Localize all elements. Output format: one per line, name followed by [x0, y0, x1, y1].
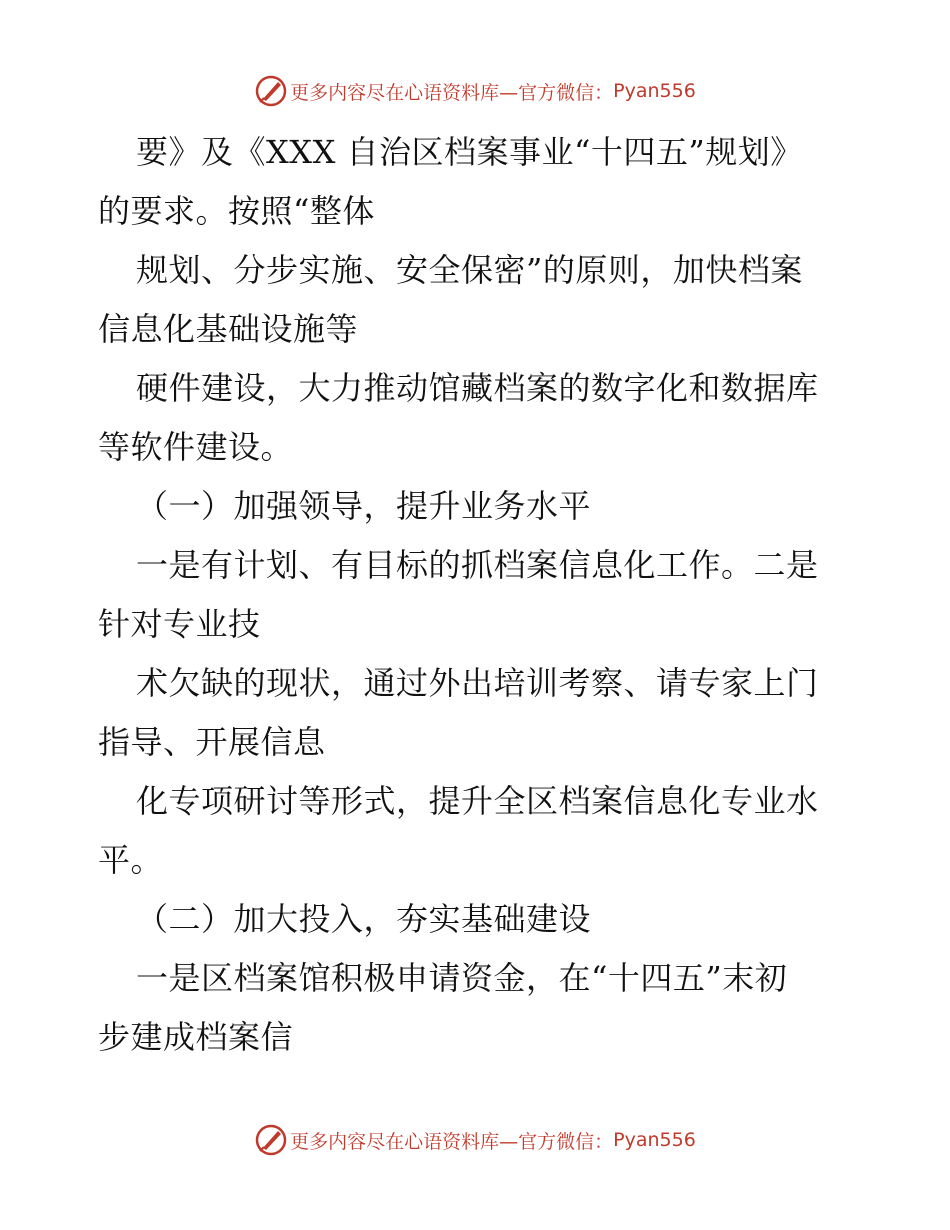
- quill-pen-seal-icon: [254, 74, 288, 108]
- paragraph-line: 的要求。按照“整体: [98, 192, 375, 230]
- paragraph-3: [98, 359, 858, 477]
- paragraph-line: 等软件建设。: [98, 428, 294, 466]
- paragraph-line: 一是有计划、有目标的抓档案信息化工作。二是: [136, 546, 819, 584]
- paragraph-line: 平。: [98, 841, 164, 879]
- paragraph-line: 步建成档案信: [98, 1018, 294, 1056]
- paragraph-1: [98, 123, 858, 241]
- watermark-text: 更多内容尽在心语资料库—官方微信：: [290, 1130, 614, 1153]
- section-heading-2: [98, 890, 858, 949]
- paragraph-line: 术欠缺的现状，通过外出培训考察、请专家上门: [136, 664, 819, 702]
- paragraph-line: 一是区档案馆积极申请资金，在“十四五”末初: [136, 959, 788, 997]
- header-watermark: [0, 74, 950, 108]
- paragraph-7: [98, 949, 858, 1067]
- paragraph-4: [98, 536, 858, 654]
- paragraph-line: 硬件建设，大力推动馆藏档案的数字化和数据库: [136, 369, 819, 407]
- section-heading-1: [98, 477, 858, 536]
- paragraph-line: 规划、分步实施、安全保密”的原则，加快档案: [136, 251, 803, 289]
- section-heading-text: （一）加强领导，提升业务水平: [136, 487, 592, 525]
- paragraph-5: [98, 654, 858, 772]
- paragraph-line: 化专项研讨等形式，提升全区档案信息化专业水: [136, 782, 819, 820]
- paragraph-line: 要》及《XXX 自治区档案事业“十四五”规划》: [136, 133, 803, 171]
- watermark-text: 更多内容尽在心语资料库—官方微信：: [290, 81, 614, 104]
- watermark-contact: Pyan556: [613, 80, 696, 102]
- watermark-contact: Pyan556: [613, 1129, 696, 1151]
- quill-pen-seal-icon: [254, 1123, 288, 1157]
- section-heading-text: （二）加大投入，夯实基础建设: [136, 900, 592, 938]
- document-body: [98, 123, 858, 1067]
- paragraph-line: 针对专业技: [98, 605, 261, 643]
- paragraph-line: 信息化基础设施等: [98, 310, 359, 348]
- footer-watermark: [0, 1123, 950, 1157]
- paragraph-line: 指导、开展信息: [98, 723, 326, 761]
- paragraph-2: [98, 241, 858, 359]
- paragraph-6: [98, 772, 858, 890]
